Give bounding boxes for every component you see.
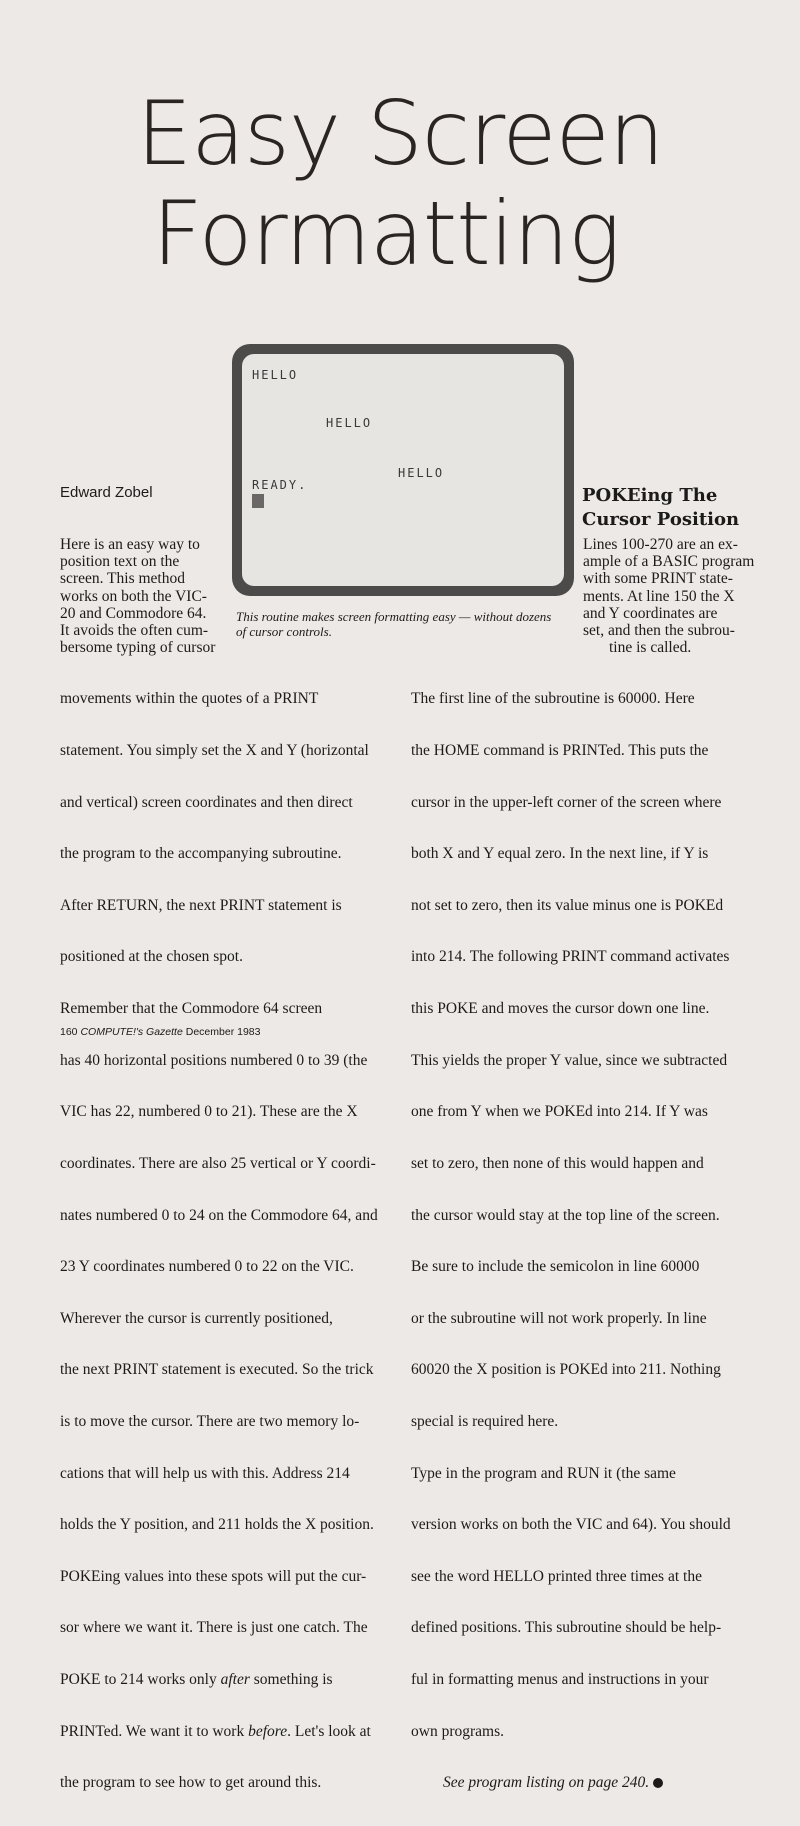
image-caption: [236, 609, 598, 639]
emphasis-before: before: [248, 1722, 288, 1740]
text-line: is to move the cursor. There are two memory lo-: [60, 1412, 360, 1430]
author-byline: Edward Zobel: [60, 484, 153, 501]
see-listing-text: See program listing on page 240.: [443, 1774, 650, 1792]
screen-photo: [232, 344, 574, 596]
text-line: Lines 100-270 are an ex-: [583, 536, 738, 553]
text-line: POKEing values into these spots will put the cur-: [60, 1567, 367, 1585]
text-line: defined positions. This subroutine should be help-: [411, 1619, 722, 1637]
text-line: the program to see how to get around this.: [60, 1774, 322, 1792]
screen-display: [242, 354, 564, 586]
text-line: positioned at the chosen spot.: [60, 948, 243, 966]
text-line: Type in the program and RUN it (the same: [411, 1464, 676, 1482]
text-line: 23 Y coordinates numbered 0 to 22 on the VIC.: [60, 1258, 354, 1276]
text-line: the HOME command is PRINTed. This puts the: [411, 742, 709, 760]
title-line-1: Easy Screen: [136, 82, 664, 185]
text-line: This yields the proper Y value, since we subtracted: [411, 1051, 728, 1069]
right-column-intro: [583, 536, 754, 656]
text-line: set to zero, then none of this would happen and: [411, 1154, 704, 1172]
cursor-block-icon: [252, 494, 264, 508]
text-line: this POKE and moves the cursor down one line.: [411, 1000, 710, 1018]
text-line: the program to the accompanying subroutine.: [60, 845, 342, 863]
text-line: the next PRINT statement is executed. So the trick: [60, 1361, 374, 1379]
page-footer: [60, 1026, 260, 1038]
text-fragment: . Let's look at: [287, 1722, 371, 1740]
text-line: cations that will help us with this. Address 214: [60, 1464, 350, 1482]
text-fragment: POKE to 214 works only: [60, 1670, 221, 1688]
end-mark-icon: [653, 1778, 663, 1788]
text-fragment: PRINTed. We want it to work: [60, 1722, 249, 1740]
left-column-body: [60, 656, 410, 1826]
heading-line-1: POKEing The: [582, 485, 718, 506]
text-line: 20 and Commodore 64.: [60, 604, 207, 622]
text-line: statement. You simply set the X and Y (horizontal: [60, 742, 369, 760]
text-line: It avoids the often cum-: [60, 622, 209, 640]
text-line: bersome typing of cursor: [60, 639, 216, 657]
text-line: version works on both the VIC and 64). You should: [411, 1516, 731, 1534]
text-line: own programs.: [411, 1722, 504, 1740]
text-line: into 214. The following PRINT command activates: [411, 948, 730, 966]
text-line: coordinates. There are also 25 vertical or Y coordi-: [60, 1154, 376, 1172]
text-fragment: something is: [249, 1670, 333, 1688]
text-line: [60, 1723, 410, 1740]
text-line: VIC has 22, numbered 0 to 21). These are the X: [60, 1103, 358, 1121]
ready-prompt: READY.: [252, 478, 308, 492]
heading-line-2: Cursor Position: [582, 509, 740, 530]
hello-text-3: HELLO: [398, 466, 445, 480]
text-line: [60, 1671, 410, 1688]
text-line: position text on the: [60, 553, 180, 571]
text-line: 60020 the X position is POKEd into 211. Nothing: [411, 1361, 721, 1379]
page-number: 160: [60, 1026, 78, 1038]
text-line: nates numbered 0 to 24 on the Commodore 64, and: [60, 1206, 378, 1224]
text-line: see the word HELLO printed three times at the: [411, 1567, 702, 1585]
text-line: The first line of the subroutine is 60000. Here: [411, 690, 695, 708]
caption-line-2: of cursor controls.: [236, 624, 332, 639]
text-line: one from Y when we POKEd into 214. If Y was: [411, 1103, 708, 1121]
text-line: and Y coordinates are: [583, 604, 718, 622]
text-line: movements within the quotes of a PRINT: [60, 690, 319, 708]
magazine-name: COMPUTE!'s Gazette: [80, 1026, 183, 1038]
left-column-intro: [60, 536, 215, 656]
section-heading: [582, 484, 782, 532]
text-line: not set to zero, then its value minus one is POKEd: [411, 896, 724, 914]
text-line: Be sure to include the semicolon in line 60000: [411, 1258, 700, 1276]
text-line: Remember that the Commodore 64 screen: [60, 1000, 323, 1018]
text-line: After RETURN, the next PRINT statement is: [60, 896, 342, 914]
text-line: or the subroutine will not work properly. In line: [411, 1309, 707, 1327]
hello-text-2: HELLO: [326, 416, 373, 430]
title-line-2: Formatting: [152, 182, 620, 285]
text-line: ments. At line 150 the X: [583, 587, 735, 605]
hello-text-1: HELLO: [252, 368, 299, 382]
text-line: sor where we want it. There is just one catch. The: [60, 1619, 368, 1637]
text-line: cursor in the upper-left corner of the screen where: [411, 793, 722, 811]
caption-line-1: This routine makes screen formatting easy — without dozens: [236, 609, 552, 624]
text-line: has 40 horizontal positions numbered 0 to 39 (the: [60, 1051, 368, 1069]
text-line: works on both the VIC-: [60, 587, 207, 605]
text-line: the cursor would stay at the top line of the screen.: [411, 1206, 720, 1224]
text-line: both X and Y equal zero. In the next line, if Y is: [411, 845, 709, 863]
see-listing-line: [411, 1774, 791, 1791]
right-column-body: [411, 656, 791, 1826]
text-line: special is required here.: [411, 1412, 559, 1430]
emphasis-after: after: [220, 1670, 250, 1688]
text-line: Wherever the cursor is currently positioned,: [60, 1309, 333, 1327]
text-line: set, and then the subrou-: [583, 622, 735, 640]
text-line: with some PRINT state-: [583, 570, 733, 588]
text-line: and vertical) screen coordinates and then direct: [60, 793, 353, 811]
text-line: tine is called.: [609, 639, 692, 657]
issue-date: December 1983: [185, 1026, 261, 1038]
text-line: Here is an easy way to: [60, 536, 200, 553]
text-line: screen. This method: [60, 570, 185, 588]
text-line: holds the Y position, and 211 holds the X position.: [60, 1516, 374, 1534]
text-line: ample of a BASIC program: [583, 553, 755, 571]
text-line: ful in formatting menus and instructions in your: [411, 1670, 709, 1688]
